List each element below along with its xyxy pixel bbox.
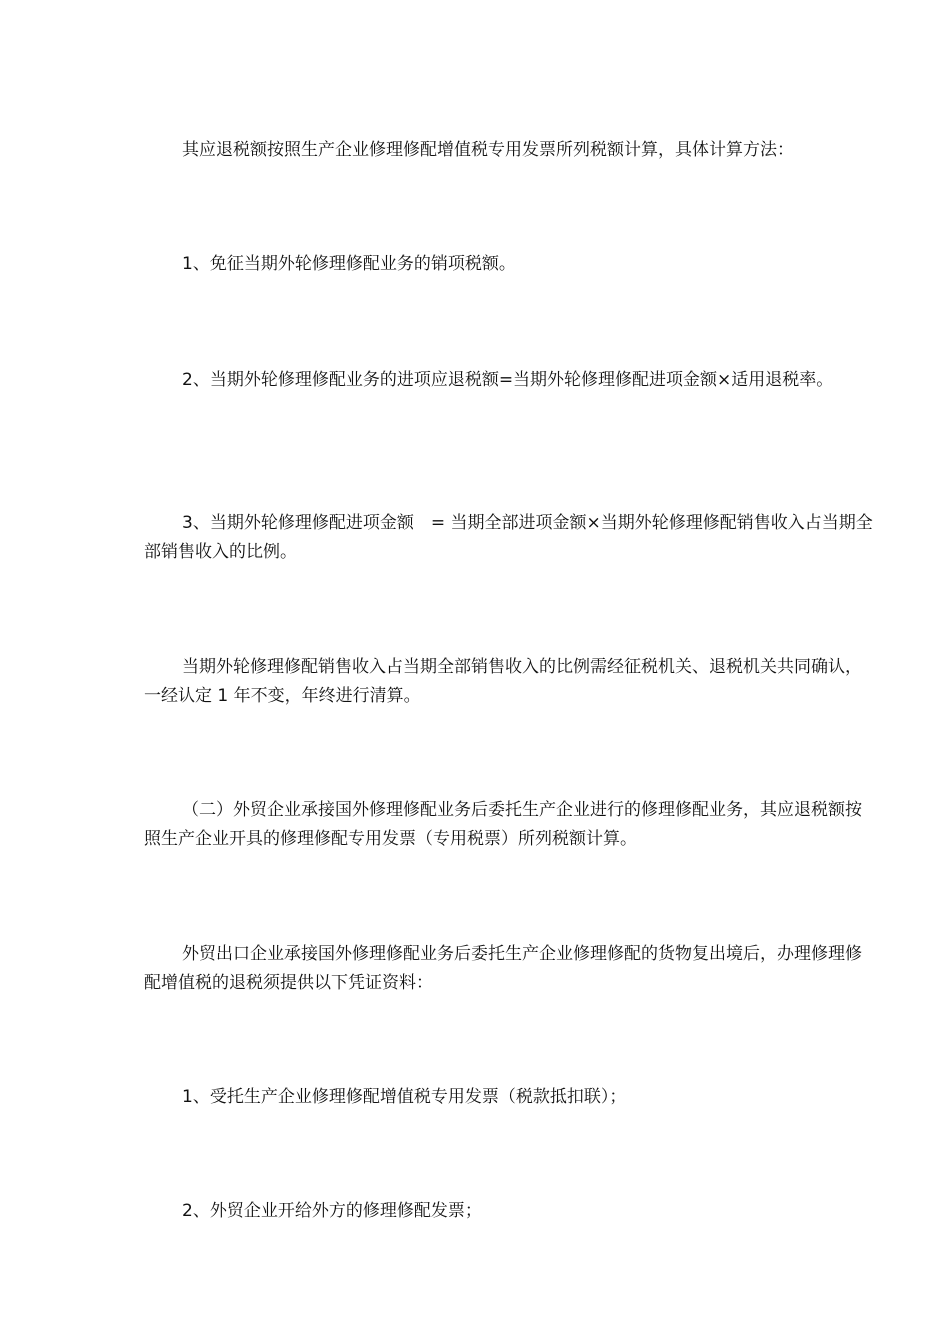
paragraph-doc-item-1-invoice: 1、受托生产企业修理修配增值税专用发票（税款抵扣联）； (182, 1087, 627, 1107)
paragraph-item-3-input-amount: 3、当期外轮修理修配进项金额 = 当期全部进项金额×当期外轮修理修配销售收入占当期全部销售收入的比例。 (144, 513, 873, 562)
paragraph-ratio-confirmation: 当期外轮修理修配销售收入占当期全部销售收入的比例需经征税机关、退税机关共同确认，一经认定 1 年不变，年终进行清算。 (144, 657, 862, 706)
paragraph-tax-refund-basis: 其应退税额按照生产企业修理修配增值税专用发票所列税额计算，具体计算方法： (182, 140, 794, 160)
paragraph-doc-item-2-foreign-invoice: 2、外贸企业开给外方的修理修配发票； (182, 1201, 482, 1221)
paragraph-item-1-exempt: 1、免征当期外轮修理修配业务的销项税额。 (182, 254, 516, 274)
paragraph-section-2-foreign-trade: （二）外贸企业承接国外修理修配业务后委托生产企业进行的修理修配业务，其应退税额按照生产企业开具的修理修配专用发票（专用税票）所列税额计算。 (144, 800, 862, 849)
paragraph-required-documents: 外贸出口企业承接国外修理修配业务后委托生产企业修理修配的货物复出境后，办理修理修配增值税的退税须提供以下凭证资料： (144, 944, 862, 993)
paragraph-item-2-input-refund: 2、当期外轮修理修配业务的进项应退税额=当期外轮修理修配进项金额×适用退税率。 (182, 370, 834, 390)
